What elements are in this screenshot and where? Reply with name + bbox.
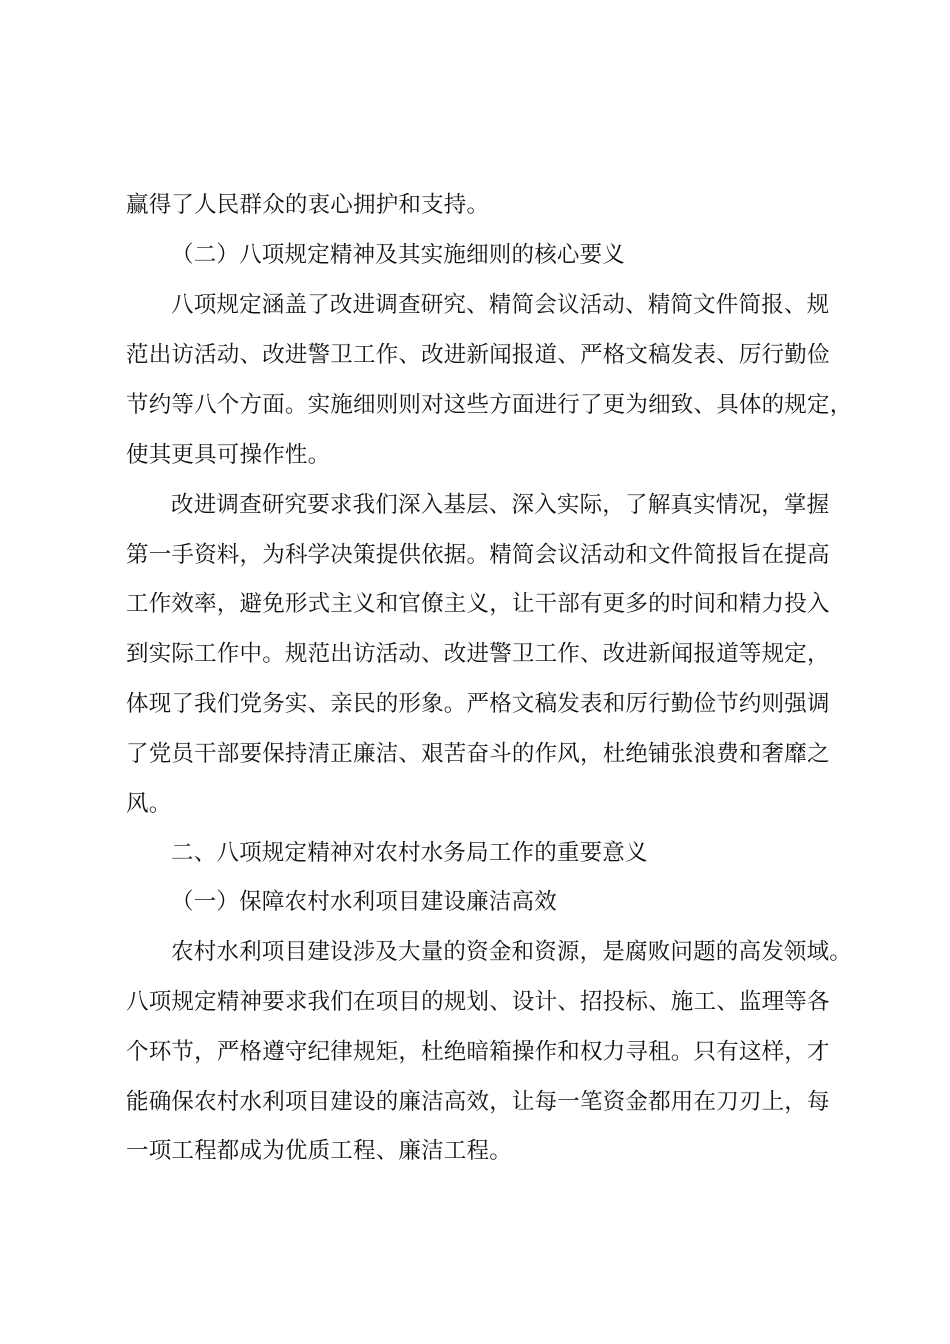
- paragraph-line: 能确保农村水利项目建设的廉洁高效，让每一笔资金都用在刀刃上，每: [126, 1089, 830, 1115]
- paragraph-line: 第一手资料，为科学决策提供依据。精简会议活动和文件简报旨在提高: [126, 542, 830, 568]
- paragraph-line: 赢得了人民群众的衷心拥护和支持。: [126, 192, 490, 218]
- paragraph-line: 到实际工作中。规范出访活动、改进警卫工作、改进新闻报道等规定，: [126, 641, 830, 667]
- paragraph-line: 一项工程都成为优质工程、廉洁工程。: [126, 1138, 512, 1164]
- paragraph-line: 改进调查研究要求我们深入基层、深入实际，了解真实情况，掌握: [171, 492, 830, 518]
- section-heading-line: （二）八项规定精神及其实施细则的核心要义: [171, 242, 626, 268]
- paragraph-line: 体现了我们党务实、亲民的形象。严格文稿发表和厉行勤俭节约则强调: [126, 691, 830, 717]
- paragraph-line: 范出访活动、改进警卫工作、改进新闻报道、严格文稿发表、厉行勤俭: [126, 342, 830, 368]
- paragraph-line: 农村水利项目建设涉及大量的资金和资源，是腐败问题的高发领域。: [171, 939, 853, 965]
- paragraph-line: 工作效率，避免形式主义和官僚主义，让干部有更多的时间和精力投入: [126, 591, 830, 617]
- section-heading-line: 二、八项规定精神对农村水务局工作的重要意义: [171, 840, 648, 866]
- section-heading-line: （一）保障农村水利项目建设廉洁高效: [171, 889, 557, 915]
- paragraph-line: 个环节，严格遵守纪律规矩，杜绝暗箱操作和权力寻租。只有这样，才: [126, 1039, 830, 1065]
- paragraph-line: 风。: [126, 791, 172, 817]
- paragraph-line: 节约等八个方面。实施细则则对这些方面进行了更为细致、具体的规定，: [126, 392, 853, 418]
- paragraph-line: 使其更具可操作性。: [126, 442, 331, 468]
- paragraph-line: 八项规定涵盖了改进调查研究、精简会议活动、精简文件简报、规: [171, 292, 830, 318]
- paragraph-line: 了党员干部要保持清正廉洁、艰苦奋斗的作风，杜绝铺张浪费和奢靡之: [126, 741, 830, 767]
- paragraph-line: 八项规定精神要求我们在项目的规划、设计、招投标、施工、监理等各: [126, 989, 830, 1015]
